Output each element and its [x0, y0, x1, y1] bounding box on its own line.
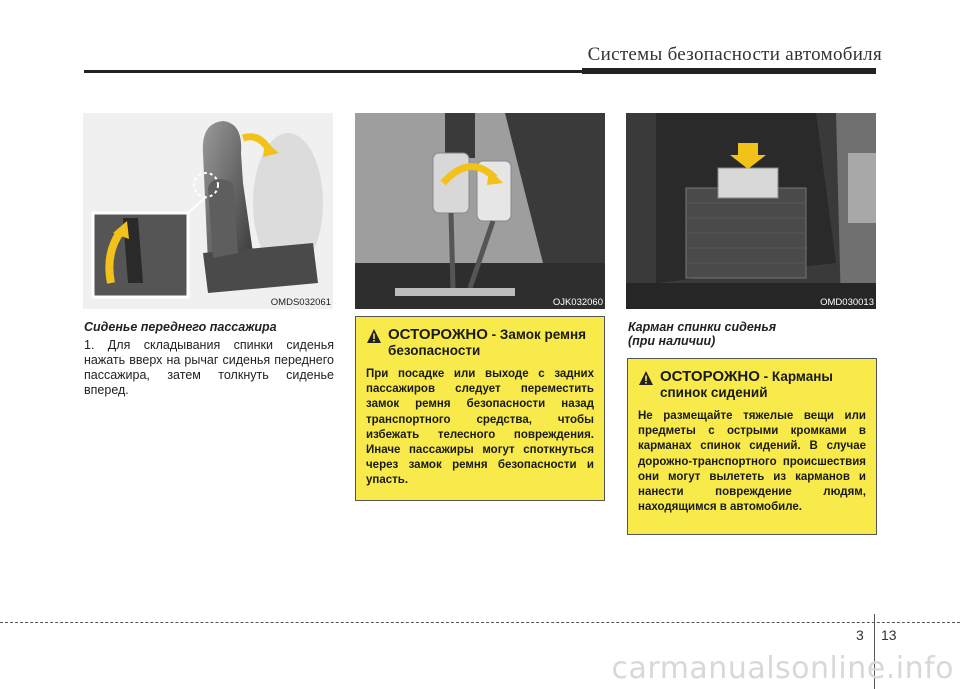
- watermark: carmanualsonline.info: [611, 651, 954, 686]
- page-header-title: Системы безопасности автомобиля: [587, 44, 882, 65]
- warning-title-prefix: ОСТОРОЖНО: [660, 368, 760, 385]
- warning-box-buckle: [355, 316, 605, 501]
- instruction-step-1: 1. Для складывания спинки сиденья нажать вверх на рычаг сиденья переднего пассажира, затем толкнуть сиденье вперед.: [84, 338, 334, 397]
- warning-body: Не размещайте тяжелые вещи или предметы с острыми кромками в карманах спинок сидений. В случае дорожно-транспортного происшествия они могут вылететь из карманов и нанести повреждение людям, находящимся в автомобиле.: [638, 410, 866, 514]
- warning-triangle-icon: [366, 328, 382, 344]
- warning-box-pockets: [627, 358, 877, 535]
- section-heading-front-seat: Сиденье переднего пассажира: [84, 320, 277, 334]
- warning-body: При посадке или выходе с задних пассажиров следует переместить замок ремня безопасности назад транспортного средства, чтобы избежать телесного повреждения. Иначе пассажиры могут споткнуться через замок ремня безопасности и упасть.: [366, 368, 594, 487]
- footer-rule: [0, 622, 960, 623]
- warning-triangle-icon: [638, 370, 654, 386]
- seat-fold-illustration: [83, 113, 333, 309]
- figure-seatbelt-buckle: [355, 113, 605, 309]
- warning-title: [366, 327, 594, 359]
- warning-title-rest: - Карманы спинок сидений: [660, 369, 833, 400]
- figure-code: OMD030013: [820, 297, 874, 308]
- warning-title: [638, 369, 866, 401]
- section-heading-line1: Карман спинки сиденья: [628, 320, 777, 334]
- section-heading-line2: (при наличии): [628, 334, 716, 348]
- section-heading-pocket: [628, 320, 776, 348]
- warning-title-rest: - Замок ремня безопасности: [388, 327, 587, 358]
- figure-code: OMDS032061: [270, 297, 331, 308]
- figure-code: OJK032060: [552, 297, 603, 308]
- figure-seatback-pocket: [626, 113, 876, 309]
- warning-title-prefix: ОСТОРОЖНО: [388, 326, 488, 343]
- seatbelt-buckle-illustration: [355, 113, 605, 309]
- page-number: 13: [881, 627, 897, 643]
- page-section-number: 3: [856, 627, 864, 643]
- seatback-pocket-illustration: [626, 113, 876, 309]
- header-rule-thick: [582, 68, 876, 74]
- figure-seat-fold: [83, 113, 333, 309]
